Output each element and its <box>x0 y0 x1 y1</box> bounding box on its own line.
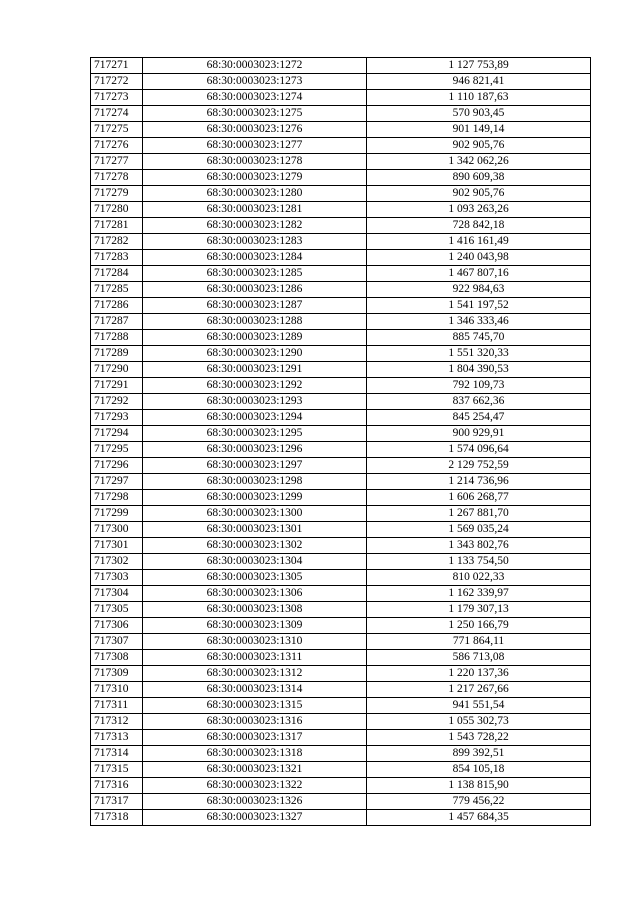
cadastral-number-cell: 68:30:0003023:1272 <box>143 58 367 74</box>
table-row <box>91 602 591 618</box>
row-id-cell: 717299 <box>91 506 143 522</box>
cadastral-number-cell: 68:30:0003023:1315 <box>143 698 367 714</box>
row-id-cell: 717296 <box>91 458 143 474</box>
row-id-cell: 717273 <box>91 90 143 106</box>
cadastral-number-cell: 68:30:0003023:1294 <box>143 410 367 426</box>
cadastral-value-cell: 1 267 881,70 <box>367 506 591 522</box>
table-row <box>91 650 591 666</box>
row-id-cell: 717317 <box>91 794 143 810</box>
row-id-cell: 717307 <box>91 634 143 650</box>
cadastral-number-cell: 68:30:0003023:1293 <box>143 394 367 410</box>
cadastral-value-cell: 1 093 263,26 <box>367 202 591 218</box>
cadastral-number-cell: 68:30:0003023:1281 <box>143 202 367 218</box>
cadastral-value-cell: 1 606 268,77 <box>367 490 591 506</box>
row-id-cell: 717278 <box>91 170 143 186</box>
cadastral-number-cell: 68:30:0003023:1275 <box>143 106 367 122</box>
cadastral-value-cell: 1 342 062,26 <box>367 154 591 170</box>
cadastral-value-cell: 885 745,70 <box>367 330 591 346</box>
table-row <box>91 778 591 794</box>
table-row <box>91 698 591 714</box>
cadastral-value-cell: 854 105,18 <box>367 762 591 778</box>
row-id-cell: 717271 <box>91 58 143 74</box>
row-id-cell: 717298 <box>91 490 143 506</box>
cadastral-number-cell: 68:30:0003023:1287 <box>143 298 367 314</box>
cadastral-value-cell: 1 467 807,16 <box>367 266 591 282</box>
row-id-cell: 717291 <box>91 378 143 394</box>
cadastral-value-cell: 1 133 754,50 <box>367 554 591 570</box>
row-id-cell: 717304 <box>91 586 143 602</box>
row-id-cell: 717294 <box>91 426 143 442</box>
row-id-cell: 717289 <box>91 346 143 362</box>
table-row <box>91 186 591 202</box>
cadastral-value-cell: 1 138 815,90 <box>367 778 591 794</box>
row-id-cell: 717284 <box>91 266 143 282</box>
row-id-cell: 717302 <box>91 554 143 570</box>
cadastral-number-cell: 68:30:0003023:1277 <box>143 138 367 154</box>
row-id-cell: 717306 <box>91 618 143 634</box>
row-id-cell: 717280 <box>91 202 143 218</box>
row-id-cell: 717272 <box>91 74 143 90</box>
table-row <box>91 426 591 442</box>
table-row <box>91 330 591 346</box>
cadastral-number-cell: 68:30:0003023:1284 <box>143 250 367 266</box>
cadastral-value-cell: 792 109,73 <box>367 378 591 394</box>
cadastral-value-cell: 586 713,08 <box>367 650 591 666</box>
cadastral-value-cell: 922 984,63 <box>367 282 591 298</box>
cadastral-number-cell: 68:30:0003023:1273 <box>143 74 367 90</box>
cadastral-value-cell: 1 240 043,98 <box>367 250 591 266</box>
table-row <box>91 378 591 394</box>
cadastral-number-cell: 68:30:0003023:1304 <box>143 554 367 570</box>
cadastral-value-table <box>90 57 591 826</box>
row-id-cell: 717288 <box>91 330 143 346</box>
row-id-cell: 717311 <box>91 698 143 714</box>
table-row <box>91 394 591 410</box>
row-id-cell: 717309 <box>91 666 143 682</box>
row-id-cell: 717275 <box>91 122 143 138</box>
table-row <box>91 266 591 282</box>
cadastral-number-cell: 68:30:0003023:1274 <box>143 90 367 106</box>
table-row <box>91 90 591 106</box>
row-id-cell: 717287 <box>91 314 143 330</box>
cadastral-value-cell: 1 217 267,66 <box>367 682 591 698</box>
cadastral-value-cell: 570 903,45 <box>367 106 591 122</box>
row-id-cell: 717303 <box>91 570 143 586</box>
table-row <box>91 682 591 698</box>
table-row <box>91 746 591 762</box>
cadastral-number-cell: 68:30:0003023:1321 <box>143 762 367 778</box>
cadastral-value-cell: 1 214 736,96 <box>367 474 591 490</box>
table-row <box>91 730 591 746</box>
cadastral-value-cell: 2 129 752,59 <box>367 458 591 474</box>
table-row <box>91 170 591 186</box>
table-row <box>91 346 591 362</box>
cadastral-value-cell: 890 609,38 <box>367 170 591 186</box>
row-id-cell: 717297 <box>91 474 143 490</box>
cadastral-value-cell: 1 250 166,79 <box>367 618 591 634</box>
table-row <box>91 618 591 634</box>
table-row <box>91 298 591 314</box>
row-id-cell: 717274 <box>91 106 143 122</box>
cadastral-value-cell: 941 551,54 <box>367 698 591 714</box>
row-id-cell: 717292 <box>91 394 143 410</box>
row-id-cell: 717300 <box>91 522 143 538</box>
row-id-cell: 717301 <box>91 538 143 554</box>
cadastral-number-cell: 68:30:0003023:1286 <box>143 282 367 298</box>
cadastral-number-cell: 68:30:0003023:1296 <box>143 442 367 458</box>
cadastral-number-cell: 68:30:0003023:1322 <box>143 778 367 794</box>
cadastral-number-cell: 68:30:0003023:1317 <box>143 730 367 746</box>
row-id-cell: 717279 <box>91 186 143 202</box>
table-row <box>91 282 591 298</box>
cadastral-number-cell: 68:30:0003023:1283 <box>143 234 367 250</box>
table-row <box>91 442 591 458</box>
row-id-cell: 717318 <box>91 810 143 826</box>
cadastral-number-cell: 68:30:0003023:1291 <box>143 362 367 378</box>
cadastral-number-cell: 68:30:0003023:1314 <box>143 682 367 698</box>
table-row <box>91 74 591 90</box>
cadastral-value-cell: 1 457 684,35 <box>367 810 591 826</box>
cadastral-number-cell: 68:30:0003023:1280 <box>143 186 367 202</box>
table-row <box>91 570 591 586</box>
table-row <box>91 314 591 330</box>
cadastral-number-cell: 68:30:0003023:1300 <box>143 506 367 522</box>
cadastral-value-cell: 1 416 161,49 <box>367 234 591 250</box>
table-row <box>91 714 591 730</box>
cadastral-number-cell: 68:30:0003023:1302 <box>143 538 367 554</box>
table-row <box>91 506 591 522</box>
cadastral-number-cell: 68:30:0003023:1326 <box>143 794 367 810</box>
cadastral-number-cell: 68:30:0003023:1316 <box>143 714 367 730</box>
table-body <box>91 58 591 826</box>
cadastral-number-cell: 68:30:0003023:1310 <box>143 634 367 650</box>
row-id-cell: 717305 <box>91 602 143 618</box>
cadastral-number-cell: 68:30:0003023:1288 <box>143 314 367 330</box>
cadastral-number-cell: 68:30:0003023:1309 <box>143 618 367 634</box>
cadastral-number-cell: 68:30:0003023:1306 <box>143 586 367 602</box>
row-id-cell: 717316 <box>91 778 143 794</box>
cadastral-number-cell: 68:30:0003023:1289 <box>143 330 367 346</box>
table-row <box>91 138 591 154</box>
cadastral-value-cell: 779 456,22 <box>367 794 591 810</box>
row-id-cell: 717281 <box>91 218 143 234</box>
table-row <box>91 458 591 474</box>
cadastral-number-cell: 68:30:0003023:1292 <box>143 378 367 394</box>
table-row <box>91 410 591 426</box>
cadastral-value-cell: 1 127 753,89 <box>367 58 591 74</box>
cadastral-number-cell: 68:30:0003023:1308 <box>143 602 367 618</box>
cadastral-number-cell: 68:30:0003023:1311 <box>143 650 367 666</box>
cadastral-number-cell: 68:30:0003023:1312 <box>143 666 367 682</box>
row-id-cell: 717295 <box>91 442 143 458</box>
cadastral-number-cell: 68:30:0003023:1285 <box>143 266 367 282</box>
table-row <box>91 218 591 234</box>
cadastral-value-cell: 899 392,51 <box>367 746 591 762</box>
cadastral-number-cell: 68:30:0003023:1301 <box>143 522 367 538</box>
table-row <box>91 490 591 506</box>
cadastral-value-cell: 1 346 333,46 <box>367 314 591 330</box>
row-id-cell: 717283 <box>91 250 143 266</box>
cadastral-number-cell: 68:30:0003023:1299 <box>143 490 367 506</box>
table-row <box>91 122 591 138</box>
cadastral-number-cell: 68:30:0003023:1278 <box>143 154 367 170</box>
cadastral-number-cell: 68:30:0003023:1298 <box>143 474 367 490</box>
row-id-cell: 717285 <box>91 282 143 298</box>
table-row <box>91 586 591 602</box>
cadastral-value-cell: 845 254,47 <box>367 410 591 426</box>
row-id-cell: 717315 <box>91 762 143 778</box>
cadastral-value-cell: 1 804 390,53 <box>367 362 591 378</box>
row-id-cell: 717290 <box>91 362 143 378</box>
cadastral-number-cell: 68:30:0003023:1327 <box>143 810 367 826</box>
cadastral-number-cell: 68:30:0003023:1295 <box>143 426 367 442</box>
cadastral-value-cell: 810 022,33 <box>367 570 591 586</box>
cadastral-value-cell: 946 821,41 <box>367 74 591 90</box>
table-row <box>91 58 591 74</box>
cadastral-value-cell: 1 220 137,36 <box>367 666 591 682</box>
table-row <box>91 106 591 122</box>
row-id-cell: 717308 <box>91 650 143 666</box>
table-row <box>91 474 591 490</box>
row-id-cell: 717293 <box>91 410 143 426</box>
table-row <box>91 250 591 266</box>
cadastral-value-cell: 1 110 187,63 <box>367 90 591 106</box>
cadastral-value-cell: 1 179 307,13 <box>367 602 591 618</box>
row-id-cell: 717276 <box>91 138 143 154</box>
cadastral-number-cell: 68:30:0003023:1282 <box>143 218 367 234</box>
cadastral-value-cell: 728 842,18 <box>367 218 591 234</box>
row-id-cell: 717282 <box>91 234 143 250</box>
row-id-cell: 717310 <box>91 682 143 698</box>
cadastral-number-cell: 68:30:0003023:1290 <box>143 346 367 362</box>
row-id-cell: 717313 <box>91 730 143 746</box>
cadastral-value-cell: 1 574 096,64 <box>367 442 591 458</box>
table-row <box>91 810 591 826</box>
cadastral-value-cell: 1 543 728,22 <box>367 730 591 746</box>
table-row <box>91 234 591 250</box>
table-row <box>91 794 591 810</box>
cadastral-value-cell: 771 864,11 <box>367 634 591 650</box>
cadastral-value-cell: 1 343 802,76 <box>367 538 591 554</box>
cadastral-value-cell: 1 541 197,52 <box>367 298 591 314</box>
cadastral-value-cell: 902 905,76 <box>367 186 591 202</box>
table-row <box>91 154 591 170</box>
row-id-cell: 717286 <box>91 298 143 314</box>
cadastral-value-cell: 902 905,76 <box>367 138 591 154</box>
table-row <box>91 762 591 778</box>
cadastral-value-cell: 1 055 302,73 <box>367 714 591 730</box>
table-row <box>91 554 591 570</box>
table-row <box>91 538 591 554</box>
cadastral-value-cell: 1 162 339,97 <box>367 586 591 602</box>
table-row <box>91 634 591 650</box>
cadastral-value-cell: 900 929,91 <box>367 426 591 442</box>
cadastral-number-cell: 68:30:0003023:1305 <box>143 570 367 586</box>
row-id-cell: 717277 <box>91 154 143 170</box>
cadastral-number-cell: 68:30:0003023:1279 <box>143 170 367 186</box>
table-row <box>91 202 591 218</box>
cadastral-value-cell: 901 149,14 <box>367 122 591 138</box>
cadastral-number-cell: 68:30:0003023:1318 <box>143 746 367 762</box>
cadastral-number-cell: 68:30:0003023:1276 <box>143 122 367 138</box>
cadastral-value-cell: 1 551 320,33 <box>367 346 591 362</box>
table-row <box>91 666 591 682</box>
table-row <box>91 362 591 378</box>
row-id-cell: 717312 <box>91 714 143 730</box>
table-row <box>91 522 591 538</box>
cadastral-value-cell: 837 662,36 <box>367 394 591 410</box>
row-id-cell: 717314 <box>91 746 143 762</box>
cadastral-number-cell: 68:30:0003023:1297 <box>143 458 367 474</box>
cadastral-value-cell: 1 569 035,24 <box>367 522 591 538</box>
